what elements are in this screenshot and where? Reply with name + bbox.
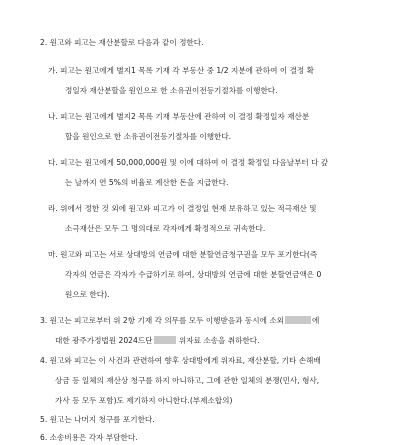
item-ga-line-1: 가. 피고는 원고에게 별지1 목록 기재 각 부동산 중 1/2 지분에 관하여 이 결정 확 [48, 66, 314, 75]
section-4-line-2: 상금 등 일체의 재산상 청구를 하지 아니하고, 그에 관한 일체의 분쟁(민사, 형사, [55, 376, 320, 385]
section-3-line-2-suffix: 위자료 소송을 취하한다. [176, 336, 260, 345]
section-3-line-2 [55, 335, 260, 346]
section-4-line-3: 가사 등 모두 포함)도 제기하지 아니한다.(부제소합의) [55, 396, 233, 405]
section-4-line-1: 4. 원고와 피고는 이 사건과 관련하여 향후 상대방에게 위자료, 재산분할, 기타 손해배 [40, 356, 321, 365]
item-da-line-2: 는 날까지 연 5%의 비율로 계산한 돈을 지급한다. [65, 178, 229, 187]
item-ma-line-1: 마. 원고와 피고는 서로 상대방의 연금에 대한 분할연금청구권을 모두 포기한다(즉 [48, 250, 318, 259]
redacted-case-number [154, 336, 176, 344]
section-3-line-1 [40, 315, 319, 326]
section-3-line-2-text: 대한 광주가정법원 2024드단 [55, 336, 153, 345]
redacted-name [285, 316, 311, 324]
section-3-line-1-suffix: 에 [312, 316, 320, 325]
item-ma-line-3: 원으로 한다). [65, 290, 110, 299]
item-na-line-1: 나. 피고는 원고에게 별지2 목록 기재 부동산에 관하여 이 결정 확정일자 재산분 [48, 112, 310, 121]
item-ra-line-2: 소극재산은 모두 그 명의대로 각자에게 확정적으로 귀속한다. [65, 224, 266, 233]
item-ma-line-2: 각자의 연금은 각자가 수급하기로 하여, 상대방의 연금에 대한 분할연금액은 0 [65, 270, 322, 279]
section-3-line-1-text: 3. 원고는 피고로부터 위 2항 기재 각 의무를 모두 이행받음과 동시에 소외 [40, 316, 285, 325]
item-da-line-1: 다. 피고는 원고에게 50,000,000원 및 이에 대하여 이 결정 확정일 다음날부터 다 갚 [48, 158, 329, 167]
item-na-line-2: 할을 원인으로 한 소유권이전등기절차를 이행한다. [65, 132, 232, 141]
section-2-heading: 2. 원고와 피고는 재산분할로 다음과 같이 정한다. [40, 38, 204, 47]
section-6-line: 6. 소송비용은 각자 부담한다. [40, 433, 138, 442]
item-ra-line-1: 라. 위에서 정한 것 외에 원고와 피고가 이 결정일 현재 보유하고 있는 적극재산 및 [48, 204, 317, 213]
item-ga-line-2: 정일자 재산분할을 원인으로 한 소유권이전등기절차를 이행한다. [65, 86, 278, 95]
section-5-line: 5. 원고는 나머지 청구를 포기한다. [40, 415, 155, 424]
